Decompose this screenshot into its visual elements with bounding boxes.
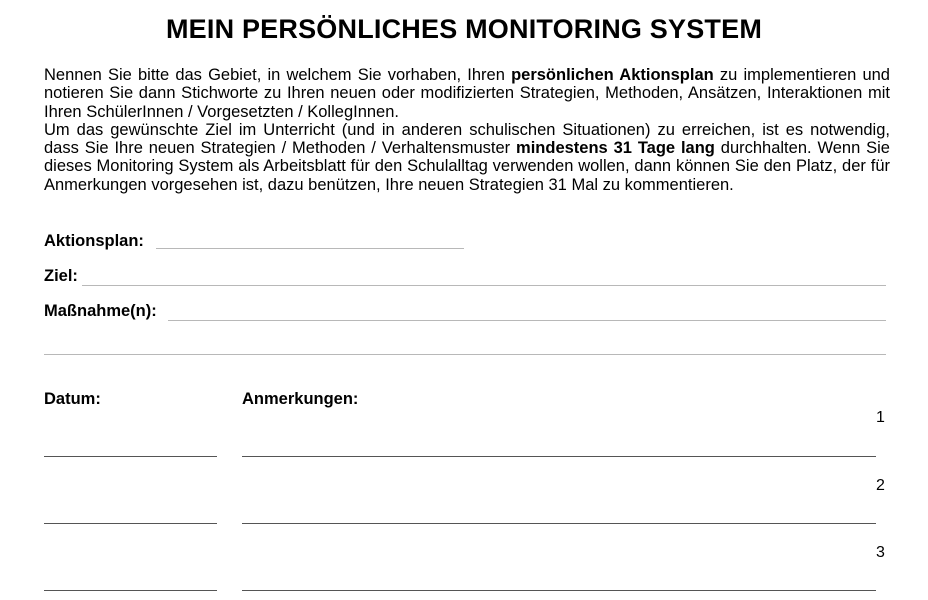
intro-text-4: durchhalten. Wenn Sie dieses Monitoring System als Arbeitsblatt für den Schulalltag verwenden wollen, dann können Sie den Platz, der für Anmerkungen vorgesehen ist, dazu benützen, Ihre neuen Strategien 31 Mal zu kommentieren.: [44, 139, 890, 194]
datum-header: Datum:: [44, 390, 101, 408]
datum-field[interactable]: [44, 456, 217, 457]
anmerkungen-field[interactable]: [242, 590, 876, 591]
aktionsplan-field[interactable]: [156, 248, 464, 249]
massnahme-field[interactable]: [168, 320, 886, 321]
intro-bold-1: persönlichen Aktionsplan: [511, 66, 714, 84]
page-title: MEIN PERSÖNLICHES MONITORING SYSTEM: [165, 14, 763, 44]
entry-number: 3: [876, 544, 885, 561]
entry-number: 2: [876, 477, 885, 494]
ziel-field[interactable]: [82, 285, 886, 286]
intro-text-3: Um das gewünschte Ziel im Unterricht (und in anderen schulischen Situationen) zu erreichen, ist es notwendig, dass Sie Ihre neuen Strategien / Methoden / Verhaltensmuster: [44, 120, 890, 158]
intro-text-2: zu implementieren und notieren Sie dann Stichworte zu Ihren neuen oder modifizierten Strategien, Methoden, Ansätzen, Interaktionen mit Ihren SchülerInnen / Vorgesetzten / KollegInnen.: [44, 66, 890, 121]
anmerkungen-header: Anmerkungen:: [242, 390, 359, 408]
aktionsplan-label: Aktionsplan:: [44, 232, 144, 250]
anmerkungen-field[interactable]: [242, 523, 876, 524]
ziel-label: Ziel:: [44, 267, 78, 285]
intro-text-1: Nennen Sie bitte das Gebiet, in welchem Sie vorhaben, Ihren: [44, 66, 505, 84]
instructions-text: [44, 66, 890, 194]
anmerkungen-field[interactable]: [242, 456, 876, 457]
datum-field[interactable]: [44, 590, 217, 591]
massnahme-label: Maßnahme(n):: [44, 302, 157, 320]
intro-bold-2: mindestens 31 Tage lang: [516, 139, 715, 158]
datum-field[interactable]: [44, 523, 217, 524]
massnahme-field-line-2[interactable]: [44, 354, 886, 355]
entry-number: 1: [876, 409, 885, 426]
